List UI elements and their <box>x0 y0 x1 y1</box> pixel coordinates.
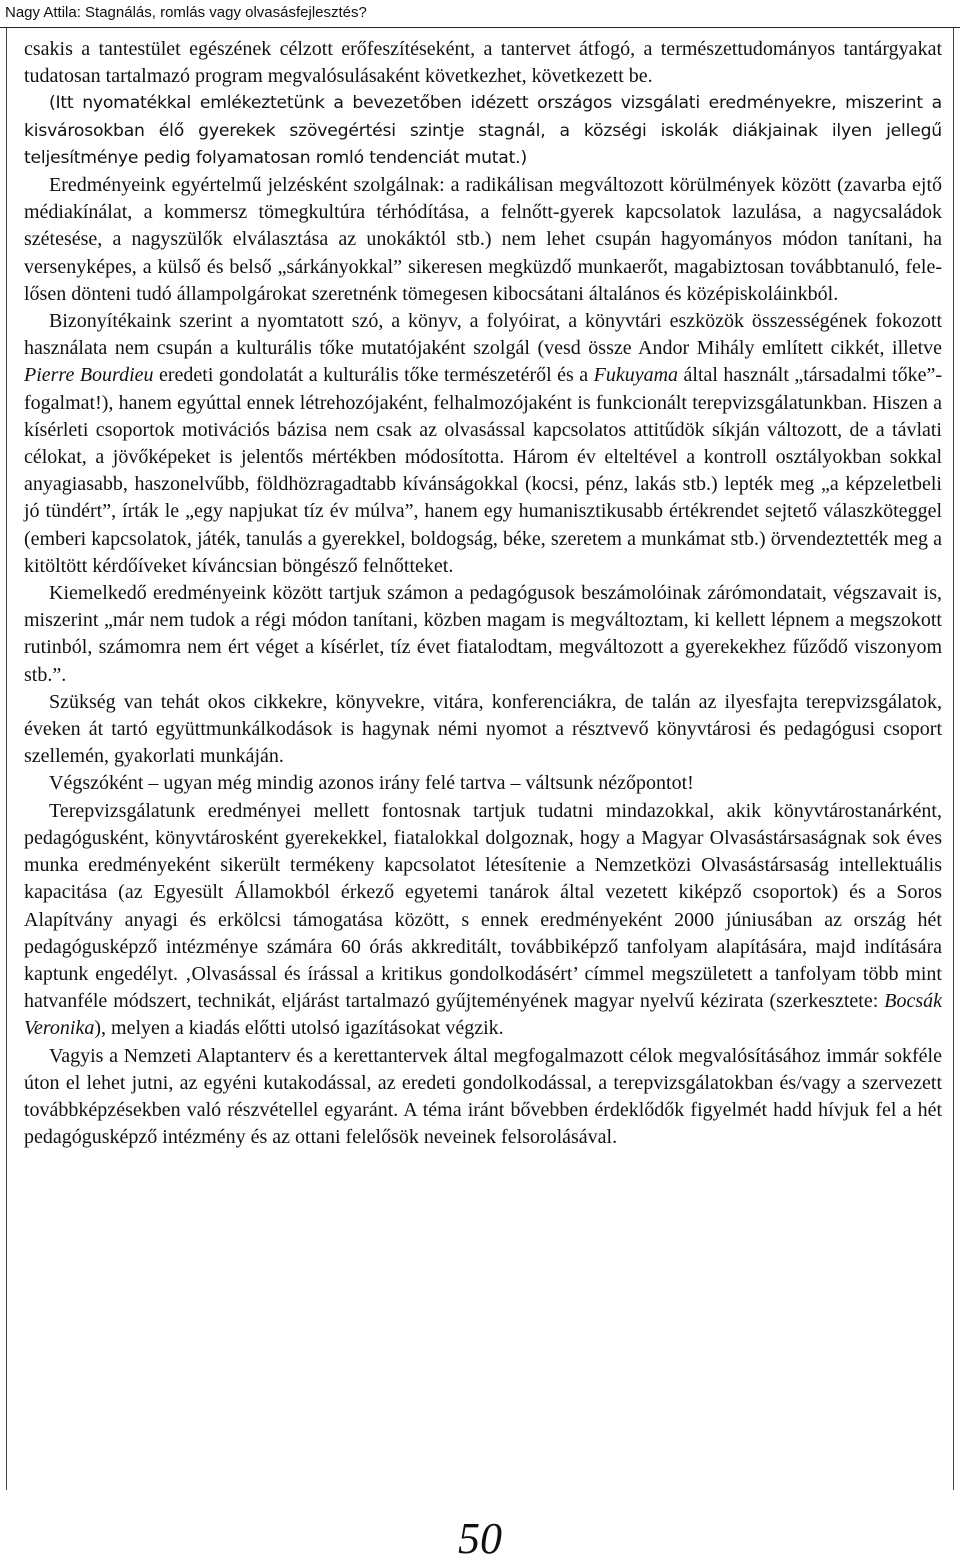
paragraph-teacher-reports: Kiemelkedő eredményeink között tartjuk számon a pedagógusok beszámolóinak zárómondatait, végszavait is, miszerint „már nem tudok a régi módon tanítani, közben magam is megváltoztam, ki kellett lépnem a megszokott rutinból, számomra nem ért véget a kísérlet, tíz évet fiatalodtam, megváltozott a gyerekekhez fűződő viszonyom stb.”. <box>24 582 942 686</box>
paragraph-conclusion: Vagyis a Nemzeti Alaptanterv és a kerettantervek által megfogalmazott célok megvalósításához immár sokféle úton el lehet jutni, az egyéni kutakodással, az eredeti gondolkodással, a terepvizsgálatokban és/vagy a szervezett továbbképzésekben való részvétellel egyaránt. A téma iránt bővebben érdeklődők figyelmét hadd hívjuk fel a hét pedagógusképző intézmény és az ottani felelősök neveinek felsorolásával. <box>24 1044 942 1149</box>
paragraph-continuation: csakis a tantestület egészének célzott erőfeszítéseként, a tantervet átfogó, a természettudományos tantárgyakat tudatosan tartalmazó program megvalósulásaként következhet, következett be. <box>24 38 942 88</box>
running-title: Nagy Attila: Stagnálás, romlás vagy olvasásfejlesztés? <box>5 4 367 21</box>
right-margin-rule <box>953 28 954 1490</box>
paragraph-text: által használt „társadalmi tőke”-fogalmat!), hanem egyúttal ennek létrehozójaként, felhalmozójaként is funkcionált terepvizsgálatunkban. Hiszen a kísérleti csoportok motivációs bázisa nem csak az olvasással kapcsolatos attitűdök síkján változott, de a távlati célokat, a jövőképeket is jelentős mértékben módosította. Három év elteltével a kontroll osztályokban sokkal anyagiasabb, haszonelvűbb, földhözragadtabb kívánságokkal (kocsi, pénz, lakás stb.) lepték meg „a képzeletbeli jó tündért”, írták le „egy napjukat tíz év múlva”, hanem egy humanisztikusabb értékrendet sejtető válaszköteggel (emberi kapcsolatok, játék, tanulás a gyerekkel, boldogság, béke, szeretem a munkámat stb.) örvendeztették meg a kitöltött kérdőíveket kíváncsian böngésző felnőtteket. <box>24 364 942 577</box>
paragraph-text: Terepvizsgálatunk eredményei mellett fontosnak tartjuk tudatni mindazokkal, akik könyvtárostanárként, pedagógusként, könyvtárosként gyerekekkel, fiatalokkal dolgoznak, hogy a Magyar Olvasástársaságnak sok éves munka eredményeként sikerült termékeny kapcsolatot létesítenie a Nemzetközi Olvasástársaság intellektuális kapacitása (az Egyesült Államokból érkező egyetemi tanárok által vezetett kiképző csoportok) és a Soros Alapítvány anyagi és erkölcsi támogatása között, s ennek eredményeként 2000 júniusában az ország hét pedagógusképző intézménye számára 60 órás akkreditált, továbbiképző tanfolyam alapítására, majd indítására kaptunk engedélyt. ‚Olvasással és írással a kritikus gondolkodásért’ címmel megszületett a tanfolyam több mint hatvanféle módszert, technikát, eljárást tartalmazó gyűjteményének magyar nyelvű kézirata (szerkesztete: <box>24 799 942 1013</box>
paragraph-training-course <box>24 798 942 1043</box>
author-name-fukuyama: Fukuyama <box>593 364 679 387</box>
paragraph-need: Szükség van tehát okos cikkekre, könyvekre, vitára, konferenciákra, de talán az ilyesfajta terepvizsgálatok, éveken át tartó együttmunkálkodások is hagynak némi nyomot a résztvevő könyvtárosi és pedagógusi csoport szellemén, gyakorlati munkáján. <box>24 690 942 768</box>
author-name-bourdieu: Pierre Bourdieu <box>24 364 154 387</box>
page-number: 50 <box>458 1514 502 1563</box>
paragraph-text: ), melyen a kiadás előtti utolsó igazításokat végzik. <box>94 1017 504 1040</box>
article-body <box>24 36 942 1151</box>
paragraph-text: Bizonyítékaink szerint a nyomtatott szó, a könyv, a folyóirat, a könyvtári eszközök összességének fokozott használata nem csupán a kulturális tőke mutatójaként szolgál (vesd össze Andor Mihály említett cikkét, illetve <box>24 310 942 360</box>
paragraph-closing-remark: Végszóként – ugyan még mindig azonos irány felé tartva – váltsunk nézőpontot! <box>49 772 694 795</box>
paragraph-parenthetical-reminder: (Itt nyomatékkal emlékeztetünk a bevezetőben idézett országos vizsgálati eredményekre, miszerint a kisvárosokban élő gyerekek szövegértési szintje stagnál, a községi iskolák diákjainak ilyen jellegű teljesítménye pedig folyamatosan romló tendenciát mutat.) <box>24 93 942 168</box>
running-header <box>0 0 960 28</box>
paragraph-results-signal: Eredményeink egyértelmű jelzésként szolgálnak: a radikálisan megváltozott körülmények között (zavarba ejtő médiakínálat, a kommersz tömegkultúra térhódítása, a felnőtt-gyerek kapcsolatok lazulása, a nagycsaládok szétesése, a nagyszülők elválasztása az unokáktól stb.) nem lehet csupán hagyományos módon tanítani, ha versenyképes, a külső és belső „sárkányokkal” sikeresen megküzdő munkaerőt, magabiztosan továbbtanuló, felelősen dönteni tudó állampolgárokat szeretnénk tömegesen kibocsátani általános és középiskoláinkból. <box>24 174 942 305</box>
header-rule <box>0 27 960 28</box>
left-margin-rule <box>6 28 7 1490</box>
paragraph-text: eredeti gondolatát a kulturális tőke természetéről és a <box>153 364 594 387</box>
editor-name: Bocsák Veronika <box>24 990 942 1040</box>
paragraph-evidence <box>24 308 942 580</box>
